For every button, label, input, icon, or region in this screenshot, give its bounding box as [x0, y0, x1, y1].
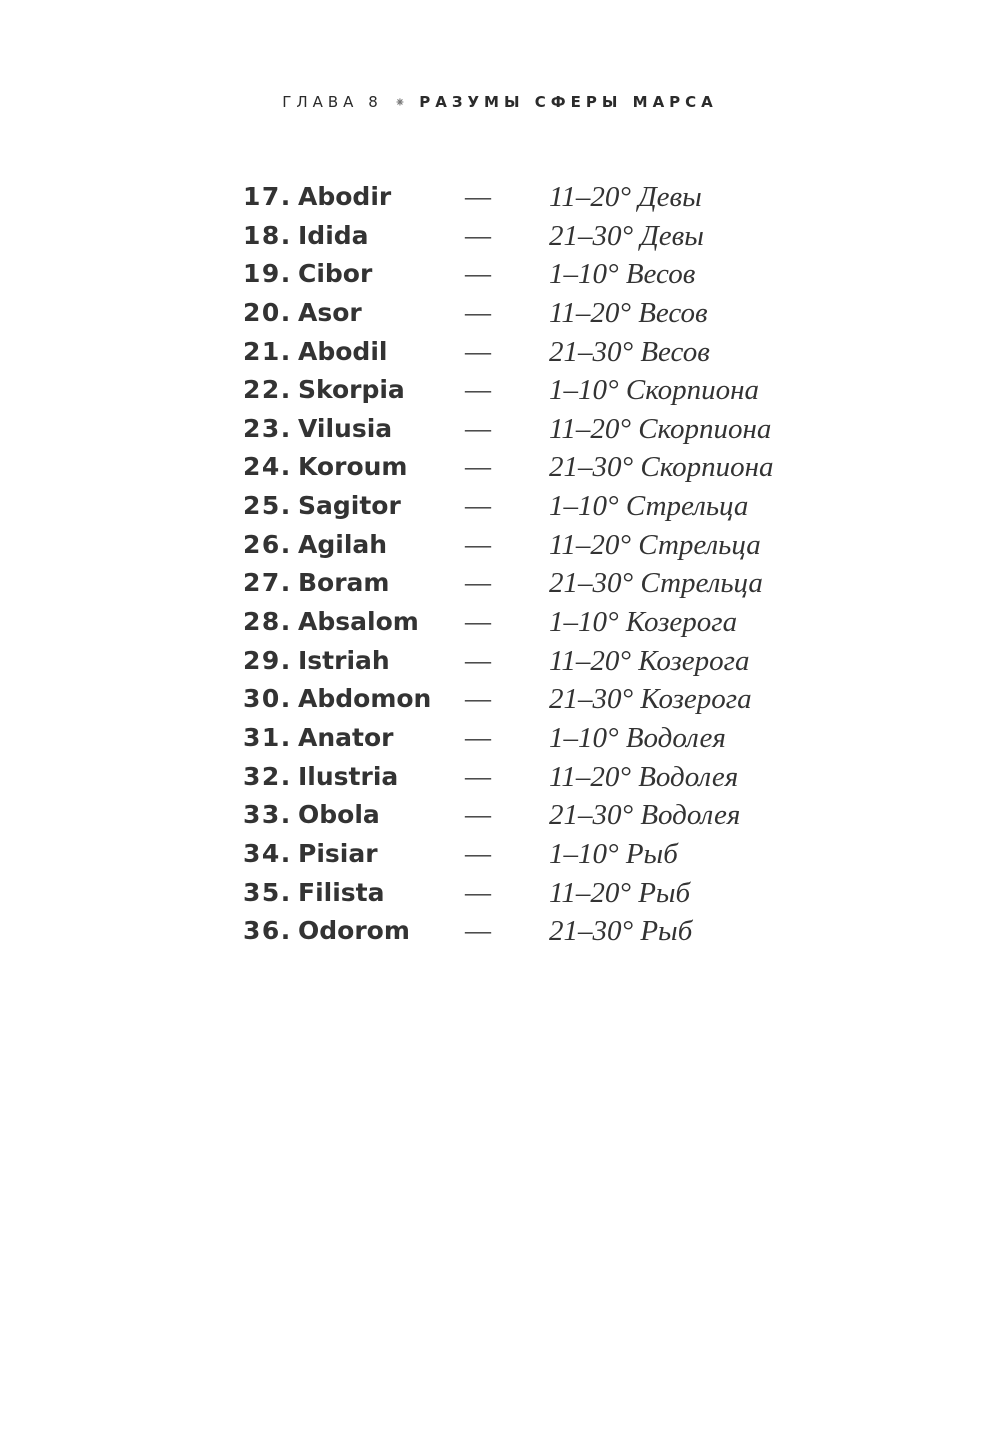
item-dash: —: [465, 722, 491, 752]
list-item: [243, 646, 843, 685]
list-item: [243, 878, 843, 917]
intelligences-list: [243, 182, 843, 955]
list-item: [243, 182, 843, 221]
item-degrees: 21–30° Рыб: [549, 915, 693, 948]
item-degrees: 11–20° Весов: [549, 296, 708, 329]
item-name: Vilusia: [298, 413, 393, 443]
list-item: [243, 259, 843, 298]
item-number: 29.: [243, 645, 292, 675]
item-number: 17.: [243, 182, 292, 211]
item-dash: —: [465, 491, 491, 521]
item-name: Odorom: [298, 916, 410, 946]
item-number: 34.: [243, 838, 292, 868]
item-degrees: 11–20° Козерога: [549, 644, 750, 677]
item-degrees: 11–20° Водолея: [549, 760, 739, 793]
item-dash: —: [465, 413, 491, 443]
list-item: [243, 491, 843, 530]
item-degrees: 1–10° Водолея: [549, 721, 726, 754]
item-degrees: 21–30° Девы: [549, 219, 704, 252]
item-degrees: 11–20° Стрельца: [549, 528, 761, 561]
list-item: [243, 839, 843, 878]
item-number: 20.: [243, 297, 292, 327]
item-dash: —: [465, 259, 491, 289]
item-number: 27.: [243, 568, 292, 598]
item-dash: —: [465, 877, 491, 907]
item-degrees: 1–10° Козерога: [549, 606, 738, 639]
list-item: [243, 337, 843, 376]
item-number: 19.: [243, 259, 292, 289]
list-item: [243, 916, 843, 955]
list-item: [243, 375, 843, 414]
item-number: 23.: [243, 413, 292, 443]
item-dash: —: [465, 645, 491, 675]
item-number: 18.: [243, 220, 292, 250]
item-name: Boram: [298, 568, 390, 598]
chapter-label: ГЛАВА 8: [282, 93, 383, 111]
list-item: [243, 414, 843, 453]
item-dash: —: [465, 684, 491, 714]
item-dash: —: [465, 761, 491, 791]
item-name: Anator: [298, 722, 394, 752]
item-name: Skorpia: [298, 375, 405, 405]
item-dash: —: [465, 375, 491, 405]
item-dash: —: [465, 838, 491, 868]
item-name: Agilah: [298, 529, 388, 559]
list-item: [243, 221, 843, 260]
item-number: 35.: [243, 877, 292, 907]
running-header: [0, 93, 1000, 111]
list-item: [243, 684, 843, 723]
item-name: Cibor: [298, 259, 373, 289]
list-item: [243, 568, 843, 607]
item-number: 31.: [243, 722, 292, 752]
item-name: Absalom: [298, 607, 419, 637]
item-number: 26.: [243, 529, 292, 559]
item-dash: —: [465, 182, 491, 211]
chapter-title: РАЗУМЫ СФЕРЫ МАРСА: [419, 93, 718, 111]
item-degrees: 21–30° Стрельца: [549, 567, 763, 600]
list-item: [243, 607, 843, 646]
item-number: 30.: [243, 684, 292, 714]
item-number: 36.: [243, 916, 292, 946]
item-name: Obola: [298, 800, 380, 830]
item-name: Istriah: [298, 645, 390, 675]
item-degrees: 1–10° Скорпиона: [549, 374, 760, 407]
item-dash: —: [465, 336, 491, 366]
item-name: Koroum: [298, 452, 408, 482]
list-item: [243, 298, 843, 337]
item-degrees: 1–10° Рыб: [549, 837, 678, 870]
item-name: Idida: [298, 220, 369, 250]
item-degrees: 1–10° Весов: [549, 258, 696, 291]
item-name: Sagitor: [298, 491, 401, 521]
item-name: Filista: [298, 877, 385, 907]
item-dash: —: [465, 297, 491, 327]
list-item: [243, 762, 843, 801]
item-dash: —: [465, 568, 491, 598]
item-dash: —: [465, 800, 491, 830]
item-degrees: 1–10° Стрельца: [549, 490, 749, 523]
item-name: Abodil: [298, 336, 388, 366]
item-number: 25.: [243, 491, 292, 521]
item-degrees: 21–30° Водолея: [549, 799, 741, 832]
list-item: [243, 723, 843, 762]
item-degrees: 11–20° Скорпиона: [549, 412, 772, 445]
item-dash: —: [465, 607, 491, 637]
item-number: 33.: [243, 800, 292, 830]
item-dash: —: [465, 916, 491, 946]
item-degrees: 21–30° Скорпиона: [549, 451, 774, 484]
list-item: [243, 530, 843, 569]
item-degrees: 21–30° Весов: [549, 335, 710, 368]
item-name: Abdomon: [298, 684, 432, 714]
item-degrees: 11–20° Девы: [549, 181, 702, 213]
item-name: Pisiar: [298, 838, 378, 868]
item-number: 28.: [243, 607, 292, 637]
list-item: [243, 800, 843, 839]
item-dash: —: [465, 452, 491, 482]
item-number: 24.: [243, 452, 292, 482]
item-name: Ilustria: [298, 761, 399, 791]
item-degrees: 11–20° Рыб: [549, 876, 691, 909]
item-number: 22.: [243, 375, 292, 405]
item-name: Asor: [298, 297, 362, 327]
list-item: [243, 452, 843, 491]
ornament-separator-icon: ⁕: [394, 96, 406, 111]
item-name: Abodir: [298, 182, 392, 211]
item-number: 21.: [243, 336, 292, 366]
item-number: 32.: [243, 761, 292, 791]
item-dash: —: [465, 529, 491, 559]
item-degrees: 21–30° Козерога: [549, 683, 752, 716]
item-dash: —: [465, 220, 491, 250]
